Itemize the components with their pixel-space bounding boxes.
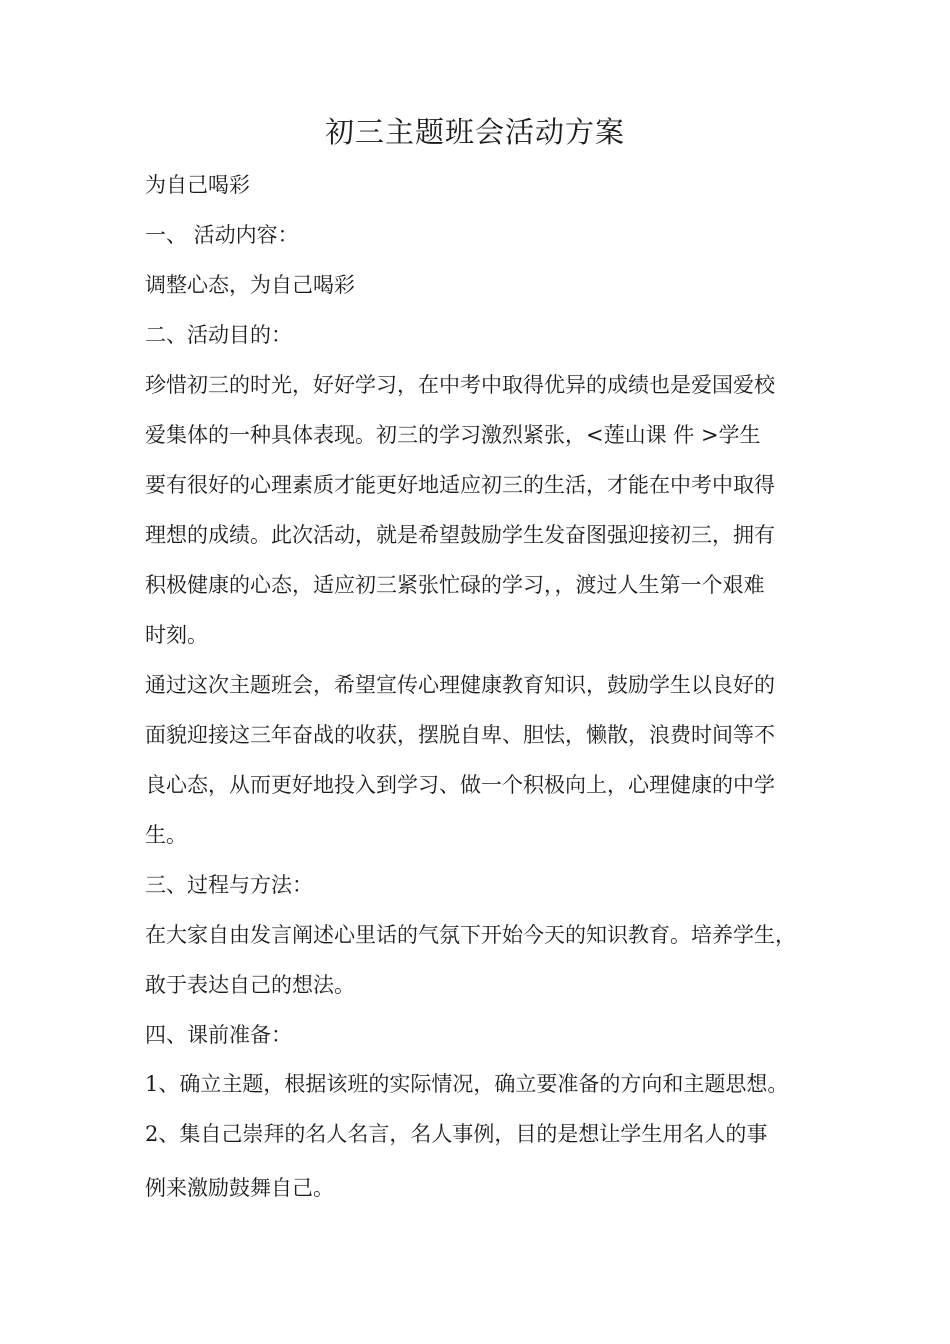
section-heading-method: 三、过程与方法： — [145, 873, 313, 897]
paragraph-line: 例来激励鼓舞自己。 — [145, 1176, 334, 1200]
document-title: 初三主题班会活动方案 — [324, 115, 625, 149]
paragraph-line: 调整心态，为自己喝彩 — [145, 273, 355, 297]
paragraph-line: 面貌迎接这三年奋战的收获，摆脱自卑、胆怯，懒散，浪费时间等不 — [145, 723, 775, 747]
paragraph-line: 积极健康的心态，适应初三紧张忙碌的学习，，渡过人生第一个艰难 — [145, 573, 765, 597]
paragraph-line: 要有很好的心理素质才能更好地适应初三的生活，才能在中考中取得 — [145, 473, 775, 497]
section-heading-purpose: 二、活动目的： — [145, 323, 292, 347]
section-heading-preparation: 四、课前准备： — [145, 1023, 292, 1047]
paragraph-line: 通过这次主题班会，希望宣传心理健康教育知识，鼓励学生以良好的 — [145, 673, 775, 697]
list-item: 1、确立主题，根据该班的实际情况，确立要准备的方向和主题思想。 — [145, 1072, 789, 1096]
paragraph-line: 生。 — [145, 823, 187, 847]
paragraph-line: 理想的成绩。此次活动，就是希望鼓励学生发奋图强迎接初三，拥有 — [145, 523, 775, 547]
subtitle-line: 为自己喝彩 — [145, 173, 250, 197]
paragraph-line: 在大家自由发言阐述心里话的气氛下开始今天的知识教育。培养学生， — [145, 923, 796, 947]
list-item: 2、集自己崇拜的名人名言，名人事例，目的是想让学生用名人的事 — [145, 1122, 768, 1146]
paragraph-line: 敢于表达自己的想法。 — [145, 973, 355, 997]
paragraph-line: 爱集体的一种具体表现。初三的学习激烈紧张，<莲山课 件 >学生 — [145, 423, 761, 447]
section-heading-content: 一、 活动内容： — [145, 223, 299, 247]
paragraph-line: 时刻。 — [145, 623, 208, 647]
paragraph-line: 珍惜初三的时光，好好学习，在中考中取得优异的成绩也是爱国爱校 — [145, 373, 775, 397]
paragraph-line: 良心态，从而更好地投入到学习、做一个积极向上，心理健康的中学 — [145, 773, 775, 797]
